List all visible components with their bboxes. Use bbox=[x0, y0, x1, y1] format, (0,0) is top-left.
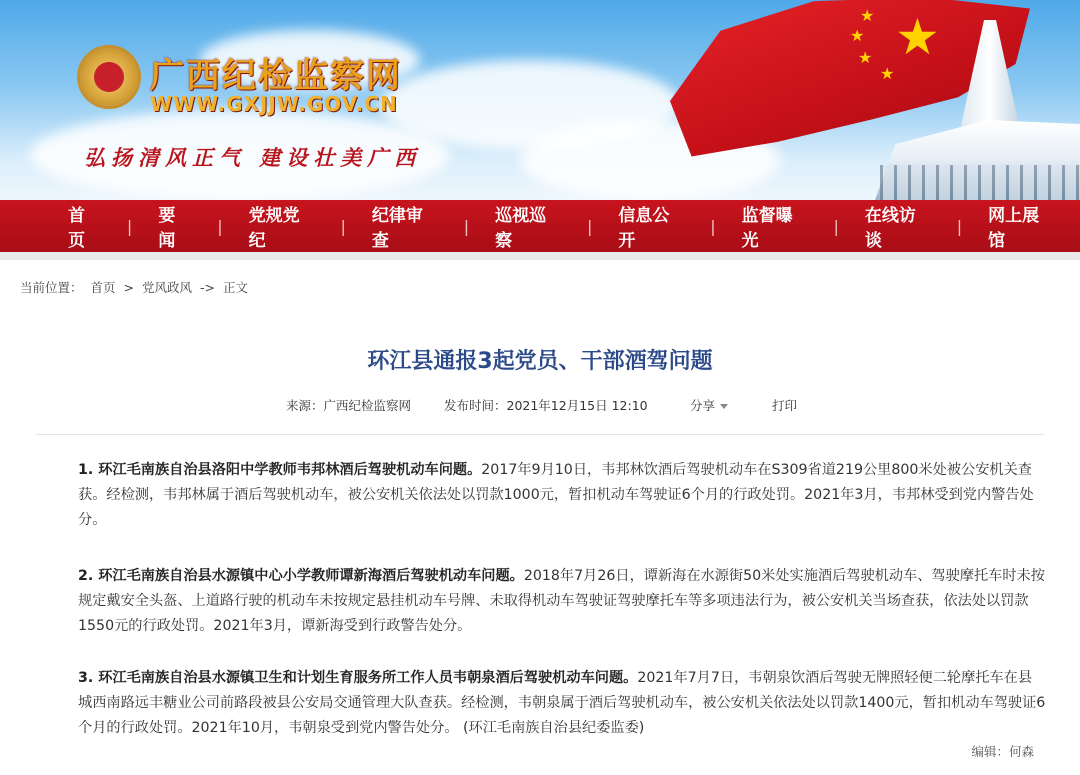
paragraph-lead: 1. 环江毛南族自治县洛阳中学教师韦邦林酒后驾驶机动车问题。 bbox=[78, 462, 482, 478]
nav-item-inspection[interactable]: 巡视巡察 bbox=[495, 206, 547, 251]
paragraph-lead: 2. 环江毛南族自治县水源镇中心小学教师谭新海酒后驾驶机动车问题。 bbox=[78, 568, 524, 584]
nav-item-home[interactable]: 首页 bbox=[68, 206, 85, 251]
site-slogan: 弘扬清风正气 建设壮美广西 bbox=[84, 145, 422, 170]
breadcrumb-home[interactable]: 首页 bbox=[90, 280, 116, 295]
nav-separator: | bbox=[126, 216, 133, 236]
nav-separator: | bbox=[217, 216, 223, 236]
divider bbox=[36, 434, 1044, 435]
share-button[interactable] bbox=[690, 396, 728, 414]
nav-separator: | bbox=[833, 216, 839, 236]
nav-item-regulations[interactable]: 党规党纪 bbox=[248, 206, 300, 251]
breadcrumb-section[interactable]: 党风政风 bbox=[141, 280, 192, 295]
article-source: 来源：广西纪检监察网 bbox=[286, 398, 412, 413]
article-published: 发布时间：2021年12月15日 12:10 bbox=[444, 398, 648, 413]
nav-item-review[interactable]: 纪律审查 bbox=[371, 206, 423, 251]
site-name[interactable]: 广西纪检监察网 bbox=[150, 56, 402, 96]
nav-separator: | bbox=[586, 216, 593, 236]
main-nav bbox=[0, 200, 1080, 252]
article-paragraph bbox=[78, 564, 1046, 639]
site-banner bbox=[0, 0, 1080, 200]
site-url[interactable]: WWW.GXJJW.GOV.CN bbox=[150, 92, 398, 116]
star-icon: ★ bbox=[880, 64, 895, 83]
nav-item-interview[interactable]: 在线访谈 bbox=[864, 206, 916, 251]
nav-item-exhibition[interactable]: 网上展馆 bbox=[988, 206, 1040, 251]
site-emblem-icon[interactable] bbox=[80, 48, 138, 106]
nav-shadow-bar bbox=[0, 252, 1080, 260]
nav-item-exposure[interactable]: 监督曝光 bbox=[741, 206, 793, 251]
article-editor: 编辑：何森 bbox=[971, 744, 1034, 759]
breadcrumb bbox=[20, 278, 252, 296]
share-label: 分享 bbox=[690, 398, 716, 413]
breadcrumb-separator: -> bbox=[199, 280, 215, 295]
breadcrumb-current: 正文 bbox=[222, 280, 248, 295]
chevron-down-icon bbox=[720, 404, 728, 409]
article-paragraph bbox=[78, 458, 1046, 533]
nav-item-disclosure[interactable]: 信息公开 bbox=[618, 206, 670, 251]
paragraph-body: 2017年9月10日，韦邦林饮酒后驾驶机动车在S309省道219公里800米处被公安机关查获。经检测，韦邦林属于酒后驾驶机动车，被公安机关依法处以罚款1000元，暂扣机动车驾驶证6个月的行政处罚。2021年3月，韦邦林受到党内警告处分。 bbox=[78, 462, 1034, 528]
breadcrumb-separator: > bbox=[123, 280, 134, 295]
article-title: 环江县通报3起党员、干部酒驾问题 bbox=[367, 349, 713, 374]
star-icon: ★ bbox=[850, 26, 865, 45]
paragraph-body: 2018年7月26日，谭新海在水源街50米处实施酒后驾驶机动车、驾驶摩托车时未按规定戴安全头盔、上道路行驶的机动车未按规定悬挂机动车号牌、未取得机动车驾驶证驾驶摩托车等多项违法行为，被公安机关当场查获，依法处以罚款1550元的行政处罚。2021年3月，谭新海受到行政警告处分。 bbox=[78, 568, 1045, 634]
print-button[interactable]: 打印 bbox=[772, 398, 798, 413]
nav-separator: | bbox=[710, 216, 716, 236]
star-icon: ★ bbox=[858, 48, 873, 67]
nav-separator: | bbox=[956, 216, 963, 236]
nav-separator: | bbox=[340, 216, 346, 236]
star-icon: ★ bbox=[895, 8, 940, 66]
breadcrumb-label: 当前位置： bbox=[20, 280, 83, 295]
nav-item-news[interactable]: 要闻 bbox=[158, 206, 176, 251]
building-windows bbox=[880, 165, 1080, 200]
paragraph-lead: 3. 环江毛南族自治县水源镇卫生和计划生育服务所工作人员韦朝泉酒后驾驶机动车问题。 bbox=[78, 670, 638, 686]
paragraph-body: 2021年7月7日，韦朝泉饮酒后驾驶无牌照轻便二轮摩托车在县城西南路远丰糖业公司前路段被县公安局交通管理大队查获。经检测，韦朝泉属于酒后驾驶机动车，被公安机关依法处以罚款1400元，暂扣机动车驾驶证6个月的行政处罚。2021年10月，韦朝泉受到党内警告处分。 (环江毛南族自治县纪委监委) bbox=[78, 670, 1046, 736]
nav-separator: | bbox=[463, 216, 470, 236]
star-icon: ★ bbox=[860, 6, 875, 25]
article-paragraph bbox=[78, 666, 1046, 741]
